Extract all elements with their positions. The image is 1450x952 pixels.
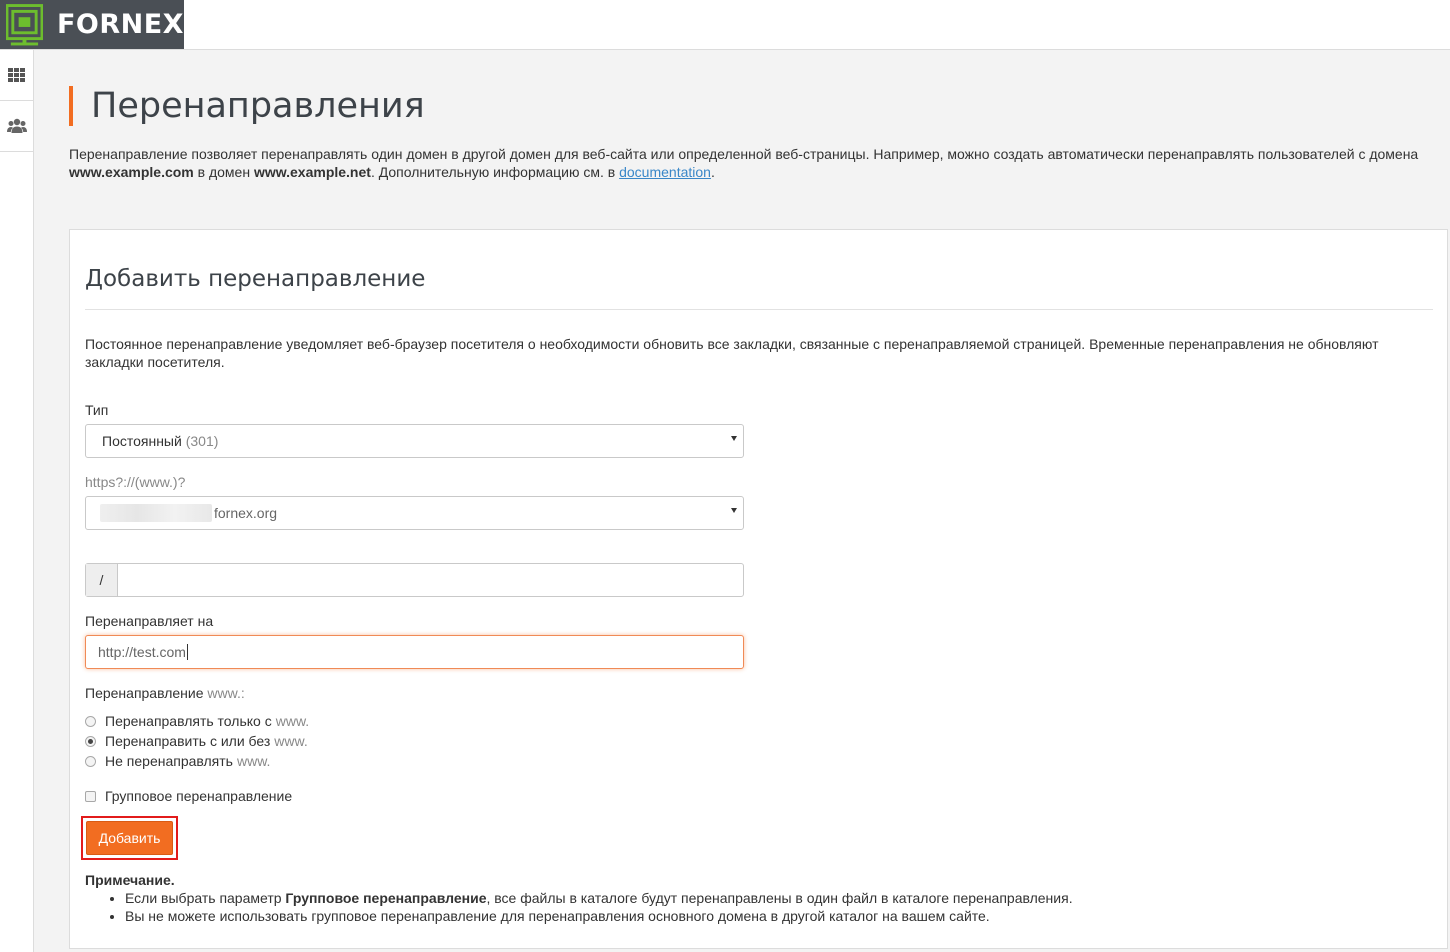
add-button[interactable]: Добавить [86, 821, 173, 855]
intro-text: Перенаправление позволяет перенаправлять один домен в другой домен для веб-сайта или определенной веб-страницы. Например, можно создать автоматически перенаправлять пользователей с домена [69, 146, 1419, 162]
type-value: Постоянный [102, 433, 182, 449]
radio-only-www[interactable] [85, 713, 309, 729]
example-to: www.example.net [253, 164, 371, 180]
note-section [85, 871, 1073, 925]
radio-label: Перенаправлять только с [105, 713, 272, 729]
radio-label-muted: www. [274, 733, 308, 749]
note-list [85, 889, 1073, 925]
type-label: Тип [85, 402, 109, 418]
radio-label: Не перенаправлять [105, 753, 233, 769]
redacted-subdomain [100, 504, 212, 522]
note-text: , все файлы в каталоге будут перенаправлены в один файл в каталоге перенаправления. [486, 890, 1073, 906]
note-text: Если выбрать параметр [125, 890, 286, 906]
text-cursor [187, 644, 188, 660]
logo-text: FORNEX [56, 9, 184, 40]
intro-text: . Дополнительную информацию см. в [370, 164, 620, 180]
radio-label-muted: www. [275, 713, 310, 729]
note-item: • Вы не можете использовать групповое перенаправление для перенаправления основного домена в другой каталог на вашем сайте. [125, 907, 1073, 925]
redirect-to-input[interactable] [85, 635, 744, 669]
type-select-value [86, 433, 218, 449]
type-code: (301) [181, 433, 219, 449]
wildcard-checkbox[interactable] [85, 791, 96, 802]
type-select[interactable] [85, 424, 744, 458]
intro-text: . [710, 164, 715, 180]
note-title: Примечание. [85, 872, 175, 888]
path-prefix: / [86, 564, 118, 596]
panel-description: Постоянное перенаправление уведомляет веб-браузер посетителя о необходимости обновить все закладки, связанные с перенаправляемой страницей. Временные перенаправления не обновляют закладки посетителя. [85, 336, 1379, 370]
radio-label-muted: www. [236, 753, 271, 769]
sidebar-item-users[interactable] [0, 101, 33, 152]
note-bold: Групповое перенаправление [285, 890, 487, 906]
sidebar-item-apps[interactable] [0, 50, 33, 101]
path-input-group [85, 563, 744, 597]
www-label-muted: www.: [207, 685, 245, 701]
redirect-to-label: Перенаправляет на [85, 613, 214, 629]
page-intro [69, 145, 1439, 181]
redirect-to-value: http://test.com [98, 644, 186, 660]
domain-select[interactable] [85, 496, 744, 530]
www-label-text: Перенаправление [85, 685, 208, 701]
protocol-label: https?://(www.)? [85, 474, 186, 490]
radio-no-www[interactable] [85, 753, 270, 769]
radio-button[interactable] [85, 716, 96, 727]
submit-highlight [81, 816, 178, 860]
add-redirect-panel [69, 229, 1448, 949]
chevron-down-icon [731, 436, 737, 441]
wildcard-redirect-option[interactable] [85, 788, 292, 804]
chevron-down-icon [731, 508, 737, 513]
radio-label: Перенаправить с или без [105, 733, 271, 749]
radio-button[interactable] [85, 756, 96, 767]
intro-text: в домен [193, 164, 254, 180]
divider [85, 309, 1433, 310]
page-title: Перенаправления [69, 86, 425, 126]
path-input[interactable] [118, 564, 743, 596]
users-icon [7, 118, 27, 134]
fornex-logo-icon [6, 4, 43, 46]
sidebar [0, 50, 34, 952]
radio-with-or-without-www[interactable] [85, 733, 308, 749]
documentation-link[interactable]: documentation [619, 164, 711, 180]
www-redirect-label [85, 685, 245, 701]
note-item [125, 889, 1073, 907]
panel-title: Добавить перенаправление [85, 266, 426, 292]
wildcard-label: Групповое перенаправление [105, 788, 293, 804]
apps-grid-icon [8, 68, 26, 82]
radio-button-checked[interactable] [85, 736, 96, 747]
top-bar [0, 0, 1450, 50]
domain-value: fornex.org [214, 505, 278, 521]
logo[interactable] [0, 0, 184, 49]
example-from: www.example.com [69, 164, 194, 180]
